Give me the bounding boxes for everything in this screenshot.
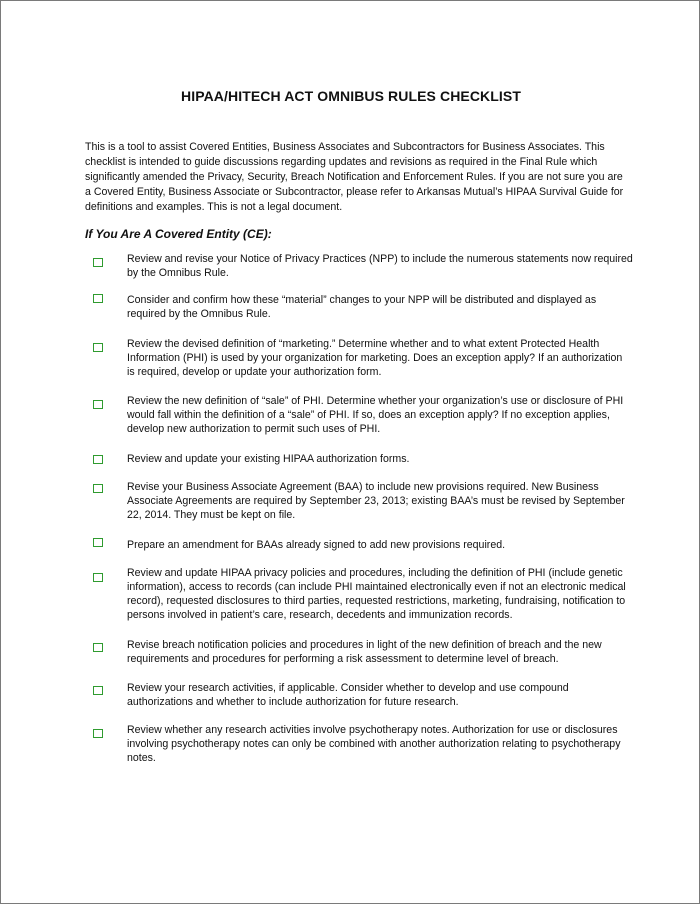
item-line: is required, develop or update your authorization form. xyxy=(127,366,382,378)
item-line: by the Omnibus Rule. xyxy=(127,267,229,279)
checkbox[interactable] xyxy=(93,258,103,267)
item-line: Review and revise your Notice of Privacy Practices (NPP) to include the numerous statements now required xyxy=(127,253,633,265)
intro-line: definitions and examples. This is not a legal document. xyxy=(85,201,343,213)
item-line: Review and update your existing HIPAA authorization forms. xyxy=(127,453,410,465)
item-line: notes. xyxy=(127,752,156,764)
item-line: Review and update HIPAA privacy policies and procedures, including the definition of PHI (include genetic xyxy=(127,567,623,579)
item-line: authorizations and whether to include authorization for future research. xyxy=(127,696,459,708)
item-line: Revise breach notification policies and procedures in light of the new definition of breach and the new xyxy=(127,639,602,651)
item-line: develop new authorization to permit such uses of PHI. xyxy=(127,423,381,435)
checkbox[interactable] xyxy=(93,686,103,695)
section-heading-covered-entity: If You Are A Covered Entity (CE): xyxy=(85,227,272,241)
item-line: involving psychotherapy notes can only be combined with another authorization relating to psychotherapy xyxy=(127,738,621,750)
checkbox[interactable] xyxy=(93,400,103,409)
item-line: Review the devised definition of “marketing.” Determine whether and to what extent Protected Health xyxy=(127,338,600,350)
checkbox[interactable] xyxy=(93,538,103,547)
checkbox[interactable] xyxy=(93,484,103,493)
item-line: persons involved in patient’s care, research, decedents and immunization records. xyxy=(127,609,513,621)
item-line: Review your research activities, if applicable. Consider whether to develop and use compound xyxy=(127,682,569,694)
intro-line: This is a tool to assist Covered Entities, Business Associates and Subcontractors for Business Associates. This xyxy=(85,141,605,153)
checklist-item-text xyxy=(127,452,627,466)
item-line: Revise your Business Associate Agreement (BAA) to include new provisions required. New Business xyxy=(127,481,599,493)
checkbox[interactable] xyxy=(93,729,103,738)
item-line: would fall within the definition of a “sale” of PHI. If so, does an exception apply? If no exception applies, xyxy=(127,409,610,421)
checklist-item-text xyxy=(127,681,627,709)
checkbox[interactable] xyxy=(93,343,103,352)
item-line: Information (PHI) is used by your organization for marketing. Does an exception apply? If an authorization xyxy=(127,352,623,364)
checkbox[interactable] xyxy=(93,573,103,582)
item-line: information), access to records (can include PHI maintained electronically even if not an electronic medical xyxy=(127,581,626,593)
checklist-item-text xyxy=(127,480,627,522)
item-line: requirements and procedures for performing a risk assessment to determine level of breach. xyxy=(127,653,559,665)
item-line: Prepare an amendment for BAAs already signed to add new provisions required. xyxy=(127,539,506,551)
document-title: HIPAA/HITECH ACT OMNIBUS RULES CHECKLIST xyxy=(181,88,521,104)
checkbox[interactable] xyxy=(93,294,103,303)
intro-line: a Covered Entity, Business Associate or Subcontractor, please refer to Arkansas Mutual’s HIPAA Survival Guide for xyxy=(85,186,624,198)
checkbox[interactable] xyxy=(93,643,103,652)
checklist-item-text xyxy=(127,293,627,321)
item-line: Review the new definition of “sale” of PHI. Determine whether your organization’s use or disclosure of PHI xyxy=(127,395,624,407)
intro-line: checklist is intended to guide discussions regarding updates and revisions as required in the Final Rule which xyxy=(85,156,598,168)
checklist-items xyxy=(1,1,700,904)
checklist-item-text xyxy=(127,638,627,666)
item-line: required by the Omnibus Rule. xyxy=(127,308,271,320)
checkbox[interactable] xyxy=(93,455,103,464)
checklist-item-text xyxy=(127,723,627,765)
checklist-item-text xyxy=(127,566,627,622)
intro-line: significantly amended the Privacy, Security, Breach Notification and Enforcement Rules. If you are not sure you are xyxy=(85,171,623,183)
checklist-item-text xyxy=(127,252,633,280)
item-line: Consider and confirm how these “material” changes to your NPP will be distributed and displayed as xyxy=(127,294,597,306)
item-line: Review whether any research activities involve psychotherapy notes. Authorization for use or disclosures xyxy=(127,724,618,736)
item-line: 22, 2014. They must be kept on file. xyxy=(127,509,296,521)
item-line: record), requested disclosures to third parties, requested restrictions, marketing, fundraising, notification to xyxy=(127,595,626,607)
item-line: Associate Agreements are required by September 23, 2013; existing BAA’s must be revised by September xyxy=(127,495,625,507)
checklist-item-text xyxy=(127,337,627,379)
checklist-item-text xyxy=(127,394,627,436)
checklist-item-text xyxy=(127,538,627,552)
